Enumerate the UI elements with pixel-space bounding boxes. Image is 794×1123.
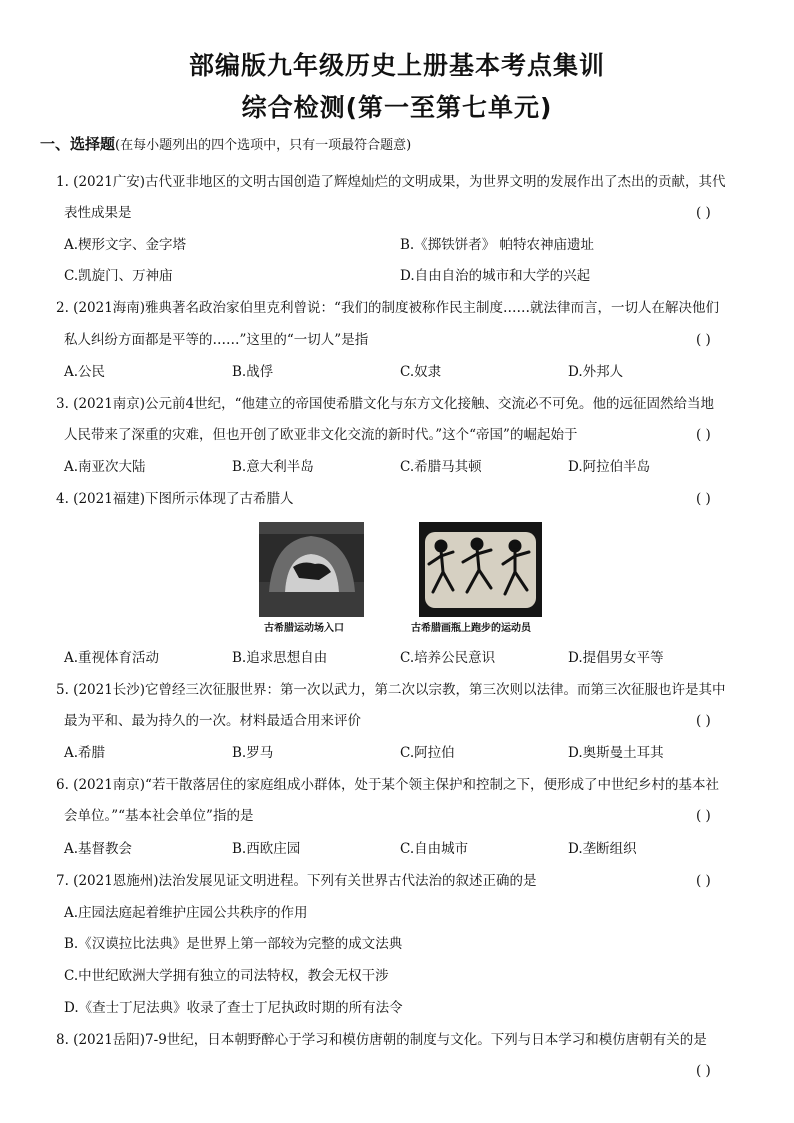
answer-bracket: ( ) xyxy=(696,491,711,507)
q5-option-a: A.希腊 xyxy=(64,745,106,761)
q3-option-c: C.希腊马其顿 xyxy=(400,459,482,475)
q4-option-a: A.重视体育活动 xyxy=(64,650,160,666)
q5-option-c: C.阿拉伯 xyxy=(400,745,455,761)
q1-option-d: D.自由自治的城市和大学的兴起 xyxy=(400,268,591,284)
q6-option-d: D.垄断组织 xyxy=(568,841,637,857)
q6-option-c: C.自由城市 xyxy=(400,841,469,857)
q7-option-a: A.庄园法庭起着维护庄园公共秩序的作用 xyxy=(64,905,308,921)
figure-caption-1: 古希腊运动场入口 xyxy=(264,623,344,634)
q4-option-d: D.提倡男女平等 xyxy=(568,650,664,666)
question-8-line1: 8. (2021岳阳)7-9世纪，日本朝野醉心于学习和模仿唐朝的制度与文化。下列与日本学习和模仿唐朝有关的是 xyxy=(56,1032,707,1048)
question-2-line2: 私人纠纷方面都是平等的……”这里的“一切人”是指 xyxy=(64,332,369,348)
q5-option-d: D.奥斯曼土耳其 xyxy=(568,745,664,761)
section-heading: 一、选择题 xyxy=(40,135,116,153)
question-5-line2: 最为平和、最为持久的一次。材料最适合用来评价 xyxy=(64,713,361,729)
q1-option-b: B.《掷铁饼者》 帕特农神庙遗址 xyxy=(400,237,595,253)
q2-option-c: C.奴隶 xyxy=(400,364,442,380)
question-5-line1: 5. (2021长沙)它曾经三次征服世界：第一次以武力，第二次以宗教，第三次则以法律。而第三次征服也许是其中 xyxy=(56,682,726,698)
q4-option-b: B.追求思想自由 xyxy=(232,650,328,666)
question-1-line1: 1. (2021广安)古代亚非地区的文明古国创造了辉煌灿烂的文明成果，为世界文明的发展作出了杰出的贡献，其代 xyxy=(56,174,726,190)
question-3-line1: 3. (2021南京)公元前4世纪，“他建立的帝国使希腊文化与东方文化接触、交流必不可免。他的远征固然给当地 xyxy=(56,396,715,412)
q6-option-a: A.基督教会 xyxy=(64,841,133,857)
figure-caption-2: 古希腊画瓶上跑步的运动员 xyxy=(411,623,531,634)
q7-option-d: D.《查士丁尼法典》收录了查士丁尼执政时期的所有法令 xyxy=(64,1000,403,1016)
section-header xyxy=(40,134,411,156)
answer-bracket: ( ) xyxy=(696,1063,711,1079)
question-1-line2: 表性成果是 xyxy=(64,205,132,221)
q3-option-b: B.意大利半岛 xyxy=(232,459,314,475)
q2-option-b: B.战俘 xyxy=(232,364,274,380)
question-2-line1: 2. (2021海南)雅典著名政治家伯里克利曾说：“我们的制度被称作民主制度……就法律而言，一切人在解决他们 xyxy=(56,300,719,316)
q5-option-b: B.罗马 xyxy=(232,745,274,761)
q2-option-a: A.公民 xyxy=(64,364,106,380)
q2-option-d: D.外邦人 xyxy=(568,364,624,380)
stadium-entrance-photo xyxy=(259,522,364,617)
q4-option-c: C.培养公民意识 xyxy=(400,650,496,666)
question-7-line1: 7. (2021恩施州)法治发展见证文明进程。下列有关世界古代法治的叙述正确的是 xyxy=(56,873,537,889)
q1-option-a: A.楔形文字、金字塔 xyxy=(64,237,187,253)
answer-bracket: ( ) xyxy=(696,205,711,221)
q7-option-c: C.中世纪欧洲大学拥有独立的司法特权，教会无权干涉 xyxy=(64,968,389,984)
question-6-line2: 会单位。”“基本社会单位”指的是 xyxy=(64,808,254,824)
page-subtitle: 综合检测(第一至第七单元) xyxy=(241,93,553,122)
question-4-line1: 4. (2021福建)下图所示体现了古希腊人 xyxy=(56,491,294,507)
answer-bracket: ( ) xyxy=(696,713,711,729)
q6-option-b: B.西欧庄园 xyxy=(232,841,301,857)
q3-option-d: D.阿拉伯半岛 xyxy=(568,459,651,475)
q7-option-b: B.《汉谟拉比法典》是世界上第一部较为完整的成文法典 xyxy=(64,936,403,952)
q1-option-c: C.凯旋门、万神庙 xyxy=(64,268,173,284)
answer-bracket: ( ) xyxy=(696,873,711,889)
section-instruction: (在每小题列出的四个选项中，只有一项最符合题意) xyxy=(115,138,412,153)
question-3-line2: 人民带来了深重的灾难，但也开创了欧亚非文化交流的新时代。”这个“帝国”的崛起始于 xyxy=(64,427,578,443)
question-6-line1: 6. (2021南京)“若干散落居住的家庭组成小群体，处于某个领主保护和控制之下，便形成了中世纪乡村的基本社 xyxy=(56,777,719,793)
page-title: 部编版九年级历史上册基本考点集训 xyxy=(188,51,605,80)
q3-option-a: A.南亚次大陆 xyxy=(64,459,146,475)
answer-bracket: ( ) xyxy=(696,808,711,824)
vase-runners-painting xyxy=(419,522,542,617)
answer-bracket: ( ) xyxy=(696,427,711,443)
answer-bracket: ( ) xyxy=(696,332,711,348)
